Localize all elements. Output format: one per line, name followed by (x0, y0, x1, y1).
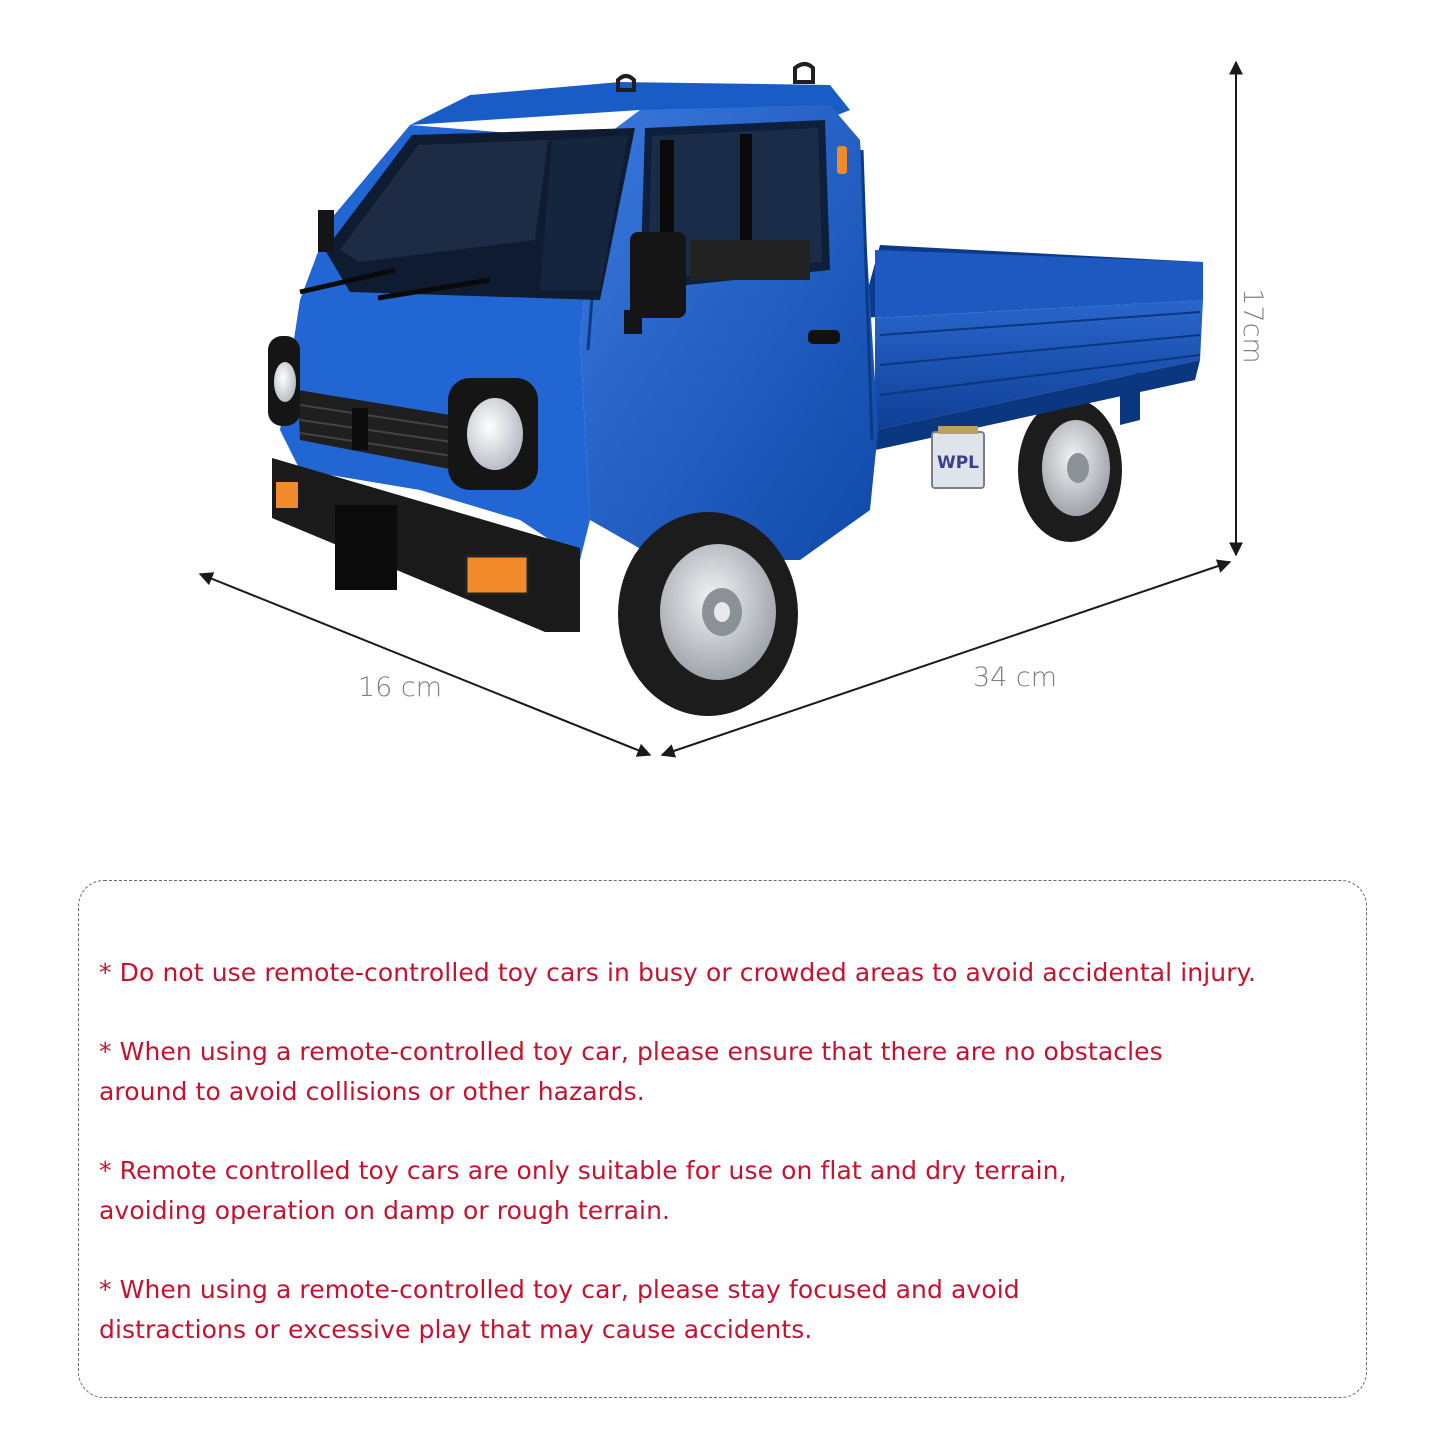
headlight-left (268, 336, 300, 426)
front-face (268, 125, 635, 632)
depth-label: 16 cm (357, 672, 443, 703)
notice-busy-areas: * Do not use remote-controlled toy cars in busy or crowded areas to avoid accidental injury. (99, 958, 1257, 987)
length-label: 34 cm (972, 662, 1058, 693)
safety-notice-box (78, 880, 1367, 1398)
cargo-bed (860, 245, 1203, 450)
rear-wheel (1018, 398, 1122, 542)
notice-obstacles: * When using a remote-controlled toy car, please ensure that there are no obstacles around to avoid collisions or other hazards. (99, 1037, 1163, 1106)
notice-terrain: * Remote controlled toy cars are only suitable for use on flat and dry terrain, avoiding operation on damp or rough terrain. (99, 1156, 1067, 1225)
license-plate (932, 426, 984, 488)
safety-notice-list (99, 953, 1359, 1389)
front-wheel (618, 512, 798, 716)
depth-dimension-line (200, 574, 650, 755)
plate-text: WPL (936, 453, 980, 473)
headlight-right (448, 378, 538, 490)
height-label: 17cm (1237, 288, 1268, 364)
notice-stay-focused: * When using a remote-controlled toy car, please stay focused and avoid distractions or excessive play that may cause accidents. (99, 1275, 1020, 1344)
